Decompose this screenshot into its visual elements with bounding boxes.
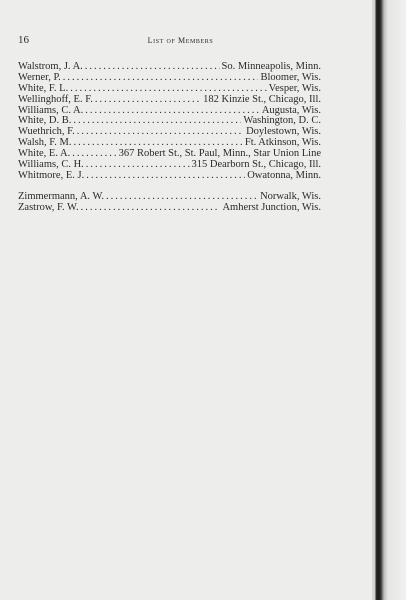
dot-leader (86, 160, 190, 171)
member-name: White, F. L. (18, 82, 69, 94)
member-location: 315 Dearborn St., Chicago, Ill. (191, 159, 321, 171)
member-name: Walsh, F. M. (18, 137, 72, 149)
member-location: Doylestown, Wis. (246, 126, 321, 138)
member-name: Williams, C. H. (18, 159, 84, 171)
member-location: Norwalk, Wis. (260, 190, 321, 202)
member-location: Owatonna, Minn. (247, 169, 321, 181)
member-name: Whitmore, E. J. (18, 169, 85, 181)
member-entry (18, 95, 321, 106)
member-location: 367 Robert St., St. Paul, Minn., Star Union Line (118, 148, 321, 160)
member-name: Zimmermann, A. W. (18, 190, 105, 202)
member-location: Washington, D. C. (243, 115, 321, 127)
dot-leader (85, 106, 260, 117)
member-location: Amherst Junction, Wis. (222, 201, 321, 213)
member-list (18, 62, 321, 214)
member-name: Walstrom, J. A. (18, 61, 83, 72)
dot-leader (63, 73, 259, 84)
dot-leader (81, 203, 221, 214)
member-name: Williams, C. A. (18, 104, 84, 116)
dot-leader (85, 62, 220, 73)
dot-leader (73, 116, 241, 127)
member-location: Vesper, Wis. (268, 82, 321, 94)
member-name: Werner, P. (18, 71, 61, 83)
dot-leader (86, 171, 245, 182)
member-entry (18, 171, 321, 182)
dot-leader (77, 127, 244, 138)
member-location: So. Minneapolis, Minn. (221, 61, 321, 72)
page-header (18, 34, 343, 48)
member-entry (18, 203, 321, 214)
dot-leader (95, 95, 201, 106)
member-name: White, D. B. (18, 115, 72, 127)
member-location: 182 Kinzie St., Chicago, Ill. (203, 93, 321, 105)
member-name: Zastrow, F. W. (18, 201, 79, 213)
book-spine-edge (372, 0, 406, 600)
page-number: 16 (18, 34, 29, 46)
member-location: Augusta, Wis. (261, 104, 321, 116)
member-name: White, E. A. (18, 148, 71, 160)
member-location: Bloomer, Wis. (260, 71, 321, 83)
member-location: Ft. Atkinson, Wis. (244, 137, 321, 149)
running-title: List of Members (147, 36, 214, 45)
member-name: Wellinghoff, E. F. (18, 93, 93, 105)
member-name: Wuethrich, F. (18, 126, 75, 138)
